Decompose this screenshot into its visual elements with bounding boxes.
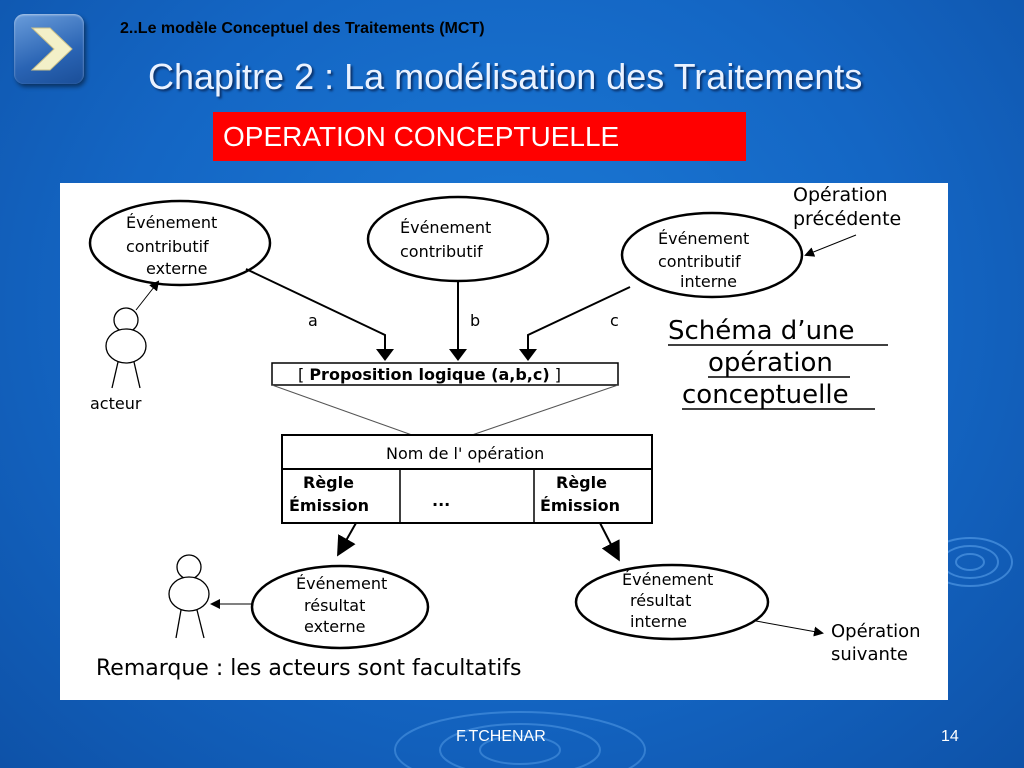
event-contributive-external (90, 201, 270, 285)
topic-badge: OPERATION CONCEPTUELLE (213, 112, 746, 161)
actor-figure-bottom (169, 555, 209, 638)
svg-text:Événement: Événement (400, 218, 492, 237)
arrow-result-internal (600, 523, 618, 558)
svg-text:Événement: Événement (126, 213, 218, 232)
operation-schema-diagram (60, 183, 948, 700)
svg-text:interne: interne (630, 612, 687, 631)
footer-page-number: 14 (941, 728, 959, 745)
svg-text:résultat: résultat (630, 591, 692, 610)
arrow-label-c: c (610, 311, 619, 330)
svg-text:suivante: suivante (831, 644, 909, 665)
svg-text:résultat: résultat (304, 596, 366, 615)
svg-text:contributif: contributif (658, 252, 741, 271)
svg-text:Opération: Opération (831, 621, 921, 642)
event-result-external (252, 566, 428, 648)
event-contributive-internal (622, 213, 802, 297)
rule-left-subtitle: Émission (289, 496, 369, 515)
schema-title (668, 316, 888, 410)
svg-text:externe: externe (304, 617, 366, 636)
svg-text:Événement: Événement (296, 574, 388, 593)
event-result-internal (576, 565, 768, 639)
svg-text:contributif: contributif (126, 237, 209, 256)
svg-text:précédente: précédente (793, 208, 902, 230)
svg-text:Événement: Événement (622, 570, 714, 589)
arrow-previous-operation (806, 235, 856, 255)
svg-text:Schéma d’une: Schéma d’une (668, 316, 855, 346)
rule-right-title: Règle (556, 473, 607, 492)
footer-author: F.TCHENAR (456, 728, 546, 745)
arrow-label-a: a (308, 311, 318, 330)
arrow-next-operation (756, 621, 822, 633)
diagram-panel (60, 183, 948, 700)
arrow-result-external (339, 523, 356, 553)
rule-ellipsis: ... (432, 491, 451, 510)
arrow-actor-event (136, 282, 158, 310)
remark-text: Remarque : les acteurs sont facultatifs (96, 656, 522, 681)
svg-text:externe: externe (146, 259, 208, 278)
section-subtitle: 2..Le modèle Conceptuel des Traitements (MCT) (120, 20, 485, 37)
arrow-label-b: b (470, 311, 481, 330)
page-title: Chapitre 2 : La modélisation des Traitements (148, 56, 863, 97)
operation-box (282, 435, 652, 523)
rule-left-title: Règle (303, 473, 354, 492)
actor-figure-top (106, 308, 146, 388)
event-contributive (368, 197, 548, 281)
svg-text:Événement: Événement (658, 229, 750, 248)
svg-text:conceptuelle: conceptuelle (682, 380, 849, 410)
svg-text:contributif: contributif (400, 242, 483, 261)
previous-operation-label (793, 184, 901, 230)
svg-text:Opération: Opération (793, 184, 888, 206)
proposition-text: [ Proposition logique (a,b,c) ] (298, 365, 561, 384)
next-operation-label (831, 621, 921, 665)
chevron-right-icon (14, 14, 84, 84)
svg-text:interne: interne (680, 272, 737, 291)
actor-label: acteur (90, 394, 142, 413)
next-slide-button[interactable] (14, 14, 84, 84)
svg-text:opération: opération (708, 348, 833, 378)
operation-name: Nom de l' opération (386, 444, 545, 463)
rule-right-subtitle: Émission (540, 496, 620, 515)
